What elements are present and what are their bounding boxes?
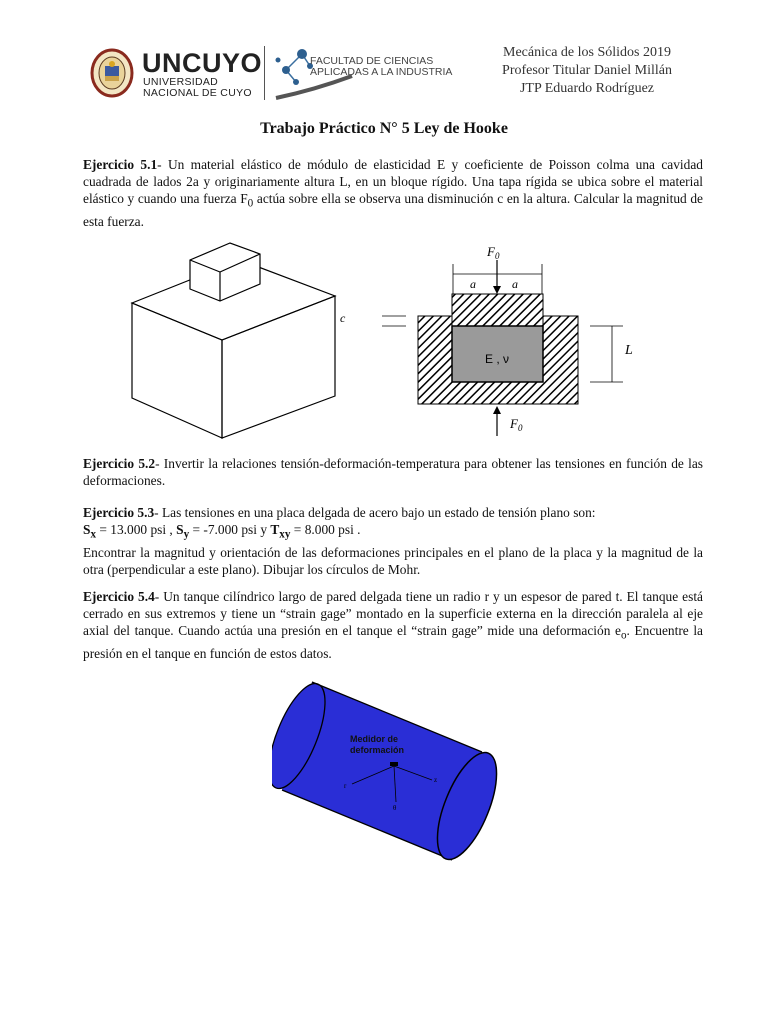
dim-a-left: a	[470, 277, 476, 291]
exercise-5-2	[83, 455, 703, 489]
axis-z-label: z	[434, 776, 438, 784]
exercise-text: - Invertir la relaciones tensión-deformación-temperatura para obtener las tensiones en función de las deformaciones.	[83, 456, 703, 488]
exercise-label: Ejercicio 5.4	[83, 589, 155, 604]
tank-cylinder	[272, 677, 509, 862]
arrow-down-icon	[493, 286, 501, 294]
exercise-label: Ejercicio 5.1	[83, 157, 158, 172]
university-name: UNCUYO	[142, 48, 263, 78]
subscript: 0	[247, 197, 254, 210]
course-info	[482, 44, 692, 98]
university-line1: UNIVERSIDAD	[143, 76, 219, 88]
jtp-name: JTP Eduardo Rodríguez	[519, 81, 654, 96]
faculty-line2: APLICADAS A LA INDUSTRIA	[310, 66, 453, 78]
dim-L: L	[625, 343, 633, 358]
axis-r-label: r	[344, 782, 347, 790]
exercise-5-3	[83, 504, 703, 578]
university-seal-logo	[90, 48, 134, 98]
exercise-text: - Las tensiones en una placa delgada de acero bajo un estado de tensión plano son:	[154, 505, 596, 520]
figure-rigid-block	[120, 238, 660, 443]
cross-section	[340, 244, 633, 436]
figure-cylindrical-tank	[272, 672, 522, 862]
exercise-5-1	[83, 156, 703, 230]
dim-c: c	[340, 311, 346, 325]
force-bottom-label: $F_0$	[510, 416, 523, 433]
faculty-name	[310, 56, 452, 78]
exercise-text-2: Encontrar la magnitud y orientación de las deformaciones principales en el plano de la placa y la magnitud de la otra (perpendicular a este plano). Dibujar los círculos de Mohr.	[83, 544, 703, 577]
stress-values: $S_x = 13.000$ psi , $S_y = -7.000$ psi y $T_{xy} = 8.000$ psi .	[83, 522, 361, 541]
exercise-text: . Encuentre la presión en el tanque en función de estos datos.	[83, 623, 703, 661]
gauge-label-1: Medidor de	[350, 734, 399, 744]
subscript: o	[620, 629, 627, 642]
dim-a-right: a	[512, 277, 518, 291]
faculty-line1: FACULTAD DE CIENCIAS	[310, 55, 434, 67]
exercise-label: Ejercicio 5.2	[83, 456, 156, 471]
force-top-label: $F_0$	[487, 244, 500, 261]
exercise-text: - Un tanque cilíndrico largo de pared delgada tiene un radio r y un espesor de pared t. El tanque está cerrado en sus extremos y tiene un “strain gage” montado en la superficie externa en la dirección paralela al eje axial del tanque. Cuando actúa una presión en el tanque el “strain gage” mide una deformación e	[83, 589, 703, 638]
document-title: Trabajo Práctico N° 5 Ley de Hooke	[260, 120, 508, 137]
isometric-block	[132, 243, 335, 438]
exercise-text: actúa sobre ella se observa una disminución c en la altura. Calcular la magnitud de esta fuerza.	[83, 191, 703, 229]
university-line2: NACIONAL DE CUYO	[143, 87, 252, 99]
exercise-text: - Un material elástico de módulo de elasticidad E y coeficiente de Poisson colma una cavidad cuadrada de lados 2a y originariamente altura L, en un bloque rígido. Una tapa rígida se ubica sobre el material elástico y cuando una fuerza F	[83, 157, 703, 206]
gauge-label-2: deformación	[350, 745, 405, 755]
material-label: E , ν	[484, 352, 510, 366]
university-subtitle	[143, 77, 252, 99]
axis-theta-label: θ	[393, 804, 397, 812]
exercise-label: Ejercicio 5.3	[83, 505, 155, 520]
header	[88, 44, 688, 102]
professor-name: Profesor Titular Daniel Millán	[502, 63, 672, 78]
exercise-5-4	[83, 588, 703, 662]
course-name: Mecánica de los Sólidos 2019	[503, 45, 671, 60]
header-divider	[264, 46, 265, 100]
arrow-up-icon	[493, 406, 501, 414]
